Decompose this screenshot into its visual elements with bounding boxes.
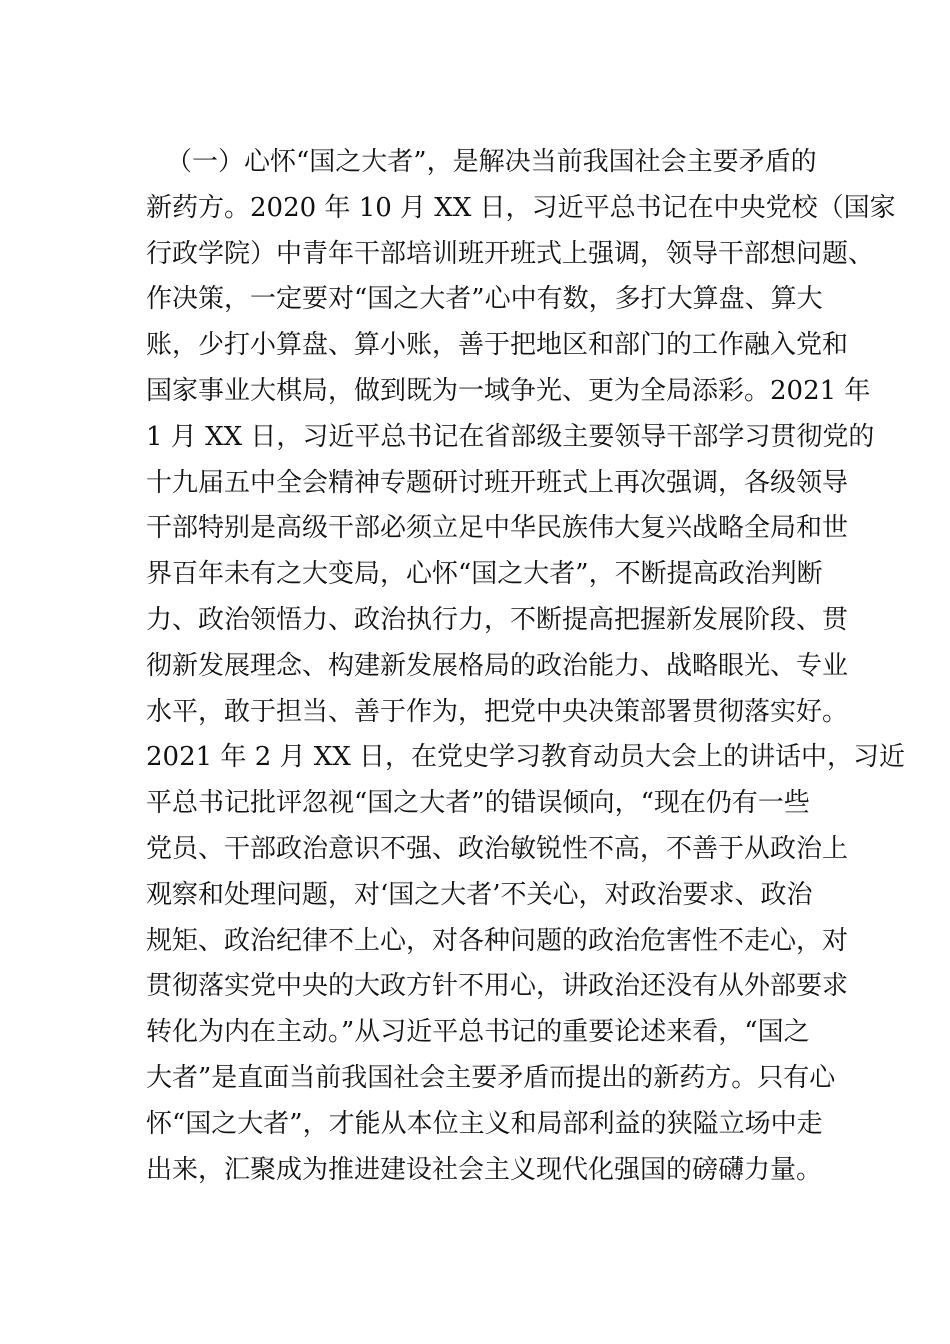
paragraph-line-5: 账，少打小算盘、算小账，善于把地区和部门的工作融入党和 (146, 330, 849, 361)
paragraph-line-1: （一）心怀“国之大者”，是解决当前我国社会主要矛盾的 (166, 147, 817, 177)
paragraph-line-16: 党员、干部政治意识不强、政治敏锐性不高，不善于从政治上 (146, 833, 849, 864)
paragraph-line-15: 平总书记批评忽视“国之大者”的错误倾向，“现在仍有一些 (146, 788, 810, 819)
paragraph-line-14: 2021 年 2 月 XX 日，在党史学习教育动员大会上的讲话中，习近 (146, 742, 906, 773)
paragraph-line-20: 转化为内在主动。”从习近平总书记的重要论述来看，“国之 (146, 1017, 810, 1048)
paragraph-line-3: 行政学院）中青年干部培训班开班式上强调，领导干部想问题、 (146, 238, 875, 269)
paragraph-line-8: 十九届五中全会精神专题研讨班开班式上再次强调，各级领导 (146, 467, 849, 498)
paragraph-line-22: 怀“国之大者”，才能从本位主义和局部利益的狭隘立场中走 (146, 1108, 823, 1139)
paragraph-line-7: 1 月 XX 日，习近平总书记在省部级主要领导干部学习贯彻党的 (146, 421, 875, 452)
paragraph-line-17: 观察和处理问题，对‘国之大者’不关心，对政治要求、政治 (146, 879, 813, 910)
paragraph-line-6: 国家事业大棋局，做到既为一域争光、更为全局添彩。2021 年 (146, 375, 871, 406)
paragraph-line-9: 干部特别是高级干部必须立足中华民族伟大复兴战略全局和世 (146, 513, 849, 544)
paragraph-line-23: 出来，汇聚成为推进建设社会主义现代化强国的磅礴力量。 (146, 1154, 823, 1185)
paragraph-line-13: 水平，敢于担当、善于作为，把党中央决策部署贯彻落实好。 (146, 696, 849, 727)
paragraph-line-4: 作决策，一定要对“国之大者”心中有数，多打大算盘、算大 (146, 284, 823, 315)
paragraph-line-2: 新药方。2020 年 10 月 XX 日，习近平总书记在中央党校（国家 (146, 192, 896, 223)
paragraph-line-21: 大者”是直面当前我国社会主要矛盾而提出的新药方。只有心 (146, 1062, 836, 1093)
paragraph-line-18: 规矩、政治纪律不上心，对各种问题的政治危害性不走心，对 (146, 925, 849, 956)
paragraph-line-19: 贯彻落实党中央的大政方针不用心，讲政治还没有从外部要求 (146, 971, 849, 1002)
paragraph-line-10: 界百年未有之大变局，心怀“国之大者”，不断提高政治判断 (146, 559, 823, 590)
paragraph-line-12: 彻新发展理念、构建新发展格局的政治能力、战略眼光、专业 (146, 650, 849, 681)
body-paragraph (146, 140, 906, 1193)
paragraph-line-11: 力、政治领悟力、政治执行力，不断提高把握新发展阶段、贯 (146, 604, 849, 635)
